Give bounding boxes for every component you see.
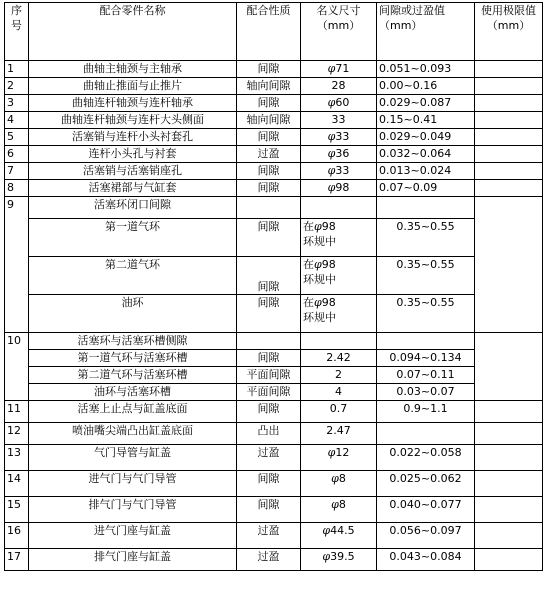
table-row [5,61,543,78]
row-no: 8 [5,180,29,197]
header-no: 序号 [5,3,29,61]
table-row [5,423,543,445]
diameter-symbol: φ [331,498,339,511]
diameter-symbol: φ [327,181,336,194]
clearance-value [377,197,475,219]
row-no: 9 [5,197,29,333]
row-no: 13 [5,445,29,471]
clearance-value: 0.029~0.049 [377,129,475,146]
part-name: 第一道气环 [29,219,237,257]
fit-nature [237,333,301,350]
row-no: 12 [5,423,29,445]
clearance-value: 0.15~0.41 [377,112,475,129]
table-row [5,471,543,497]
diameter-symbol: φ [327,96,336,109]
clearance-value: 0.07~0.09 [377,180,475,197]
table-row [5,95,543,112]
part-name: 进气门与气门导管 [29,471,237,497]
diameter-symbol: φ [331,472,339,485]
part-name: 活塞上止点与缸盖底面 [29,401,237,423]
table-subrow [5,367,543,384]
part-name: 油环与活塞环槽 [29,384,237,401]
clearance-value: 0.040~0.077 [377,497,475,523]
header-row [5,3,543,61]
part-name: 排气门与气门导管 [29,497,237,523]
clearance-value: 0.056~0.097 [377,523,475,549]
fit-nature: 间隙 [237,471,301,497]
diameter-symbol: φ [322,550,331,563]
diameter-symbol: φ [327,164,336,177]
diameter-symbol: φ [314,258,322,271]
table-subrow [5,384,543,401]
part-name: 活塞裙部与气缸套 [29,180,237,197]
nominal-size [301,146,377,163]
clearance-value [377,333,475,350]
table-row [5,180,543,197]
row-no: 1 [5,61,29,78]
diameter-symbol: φ [314,296,322,309]
size-value: 33 [335,164,350,177]
part-name: 连杆小头孔与衬套 [29,146,237,163]
size-value: 36 [335,147,350,160]
table-row [5,163,543,180]
header-limit: 使用极限值（mm） [475,3,543,61]
size-value: 44.5 [330,524,355,537]
size-value: 98 [321,220,336,233]
fit-nature: 过盈 [237,549,301,571]
size-value: 98 [335,181,350,194]
part-name: 活塞销与活塞销座孔 [29,163,237,180]
nominal-size: 2.42 [301,350,377,367]
limit-value [475,61,543,78]
row-no: 6 [5,146,29,163]
row-no: 14 [5,471,29,497]
limit-value [475,146,543,163]
nominal-size: 33 [301,112,377,129]
table-row [5,523,543,549]
fit-nature: 间隙 [237,129,301,146]
fit-nature: 平面间隙 [237,384,301,401]
clearance-value: 0.022~0.058 [377,445,475,471]
size-suffix-text: 环规中 [303,235,336,248]
limit-value [475,333,543,401]
diameter-symbol: φ [327,446,336,459]
clearance-value: 0.043~0.084 [377,549,475,571]
row-no: 4 [5,112,29,129]
nominal-size [301,95,377,112]
limit-value [475,163,543,180]
part-name: 活塞销与连杆小头衬套孔 [29,129,237,146]
fit-nature: 过盈 [237,445,301,471]
table-subrow [5,350,543,367]
size-value: 98 [321,258,336,271]
size-value: 39.5 [330,550,355,563]
nominal-size [301,163,377,180]
fit-nature: 间隙 [237,180,301,197]
nominal-size [301,523,377,549]
table-subrow [5,295,543,333]
nominal-size [301,549,377,571]
clearance-value: 0.35~0.55 [377,257,475,295]
clearance-value: 0.07~0.11 [377,367,475,384]
part-name: 第二道气环与活塞环槽 [29,367,237,384]
part-name: 油环 [29,295,237,333]
diameter-symbol: φ [327,62,336,75]
table-row [5,78,543,95]
fit-clearance-table [4,2,543,571]
limit-value [475,401,543,423]
fit-nature: 过盈 [237,523,301,549]
size-value: 98 [321,296,336,309]
clearance-value: 0.029~0.087 [377,95,475,112]
size-prefix-text: 在 [303,258,314,271]
limit-value [475,549,543,571]
nominal-size: 28 [301,78,377,95]
fit-nature [237,197,301,219]
row-no: 11 [5,401,29,423]
fit-nature: 间隙 [237,257,301,295]
clearance-value: 0.9~1.1 [377,401,475,423]
limit-value [475,497,543,523]
nominal-size [301,129,377,146]
header-part: 配合零件名称 [29,3,237,61]
part-name: 曲轴连杆轴颈与连杆轴承 [29,95,237,112]
table-row [5,112,543,129]
nominal-size: 0.7 [301,401,377,423]
nominal-size [301,180,377,197]
size-suffix-text: 环规中 [303,311,336,324]
fit-nature: 间隙 [237,350,301,367]
table-row [5,146,543,163]
row-no: 15 [5,497,29,523]
nominal-size [301,295,377,333]
fit-nature: 间隙 [237,219,301,257]
clearance-value: 0.094~0.134 [377,350,475,367]
table-row [5,333,543,350]
part-name: 曲轴止推面与止推片 [29,78,237,95]
diameter-symbol: φ [327,130,336,143]
limit-value [475,197,543,333]
row-no: 7 [5,163,29,180]
fit-nature: 过盈 [237,146,301,163]
part-name: 第二道气环 [29,257,237,295]
size-prefix-text: 在 [303,220,314,233]
header-clearance: 间隙或过盈值（mm） [377,3,475,61]
limit-value [475,180,543,197]
nominal-size [301,197,377,219]
part-name: 曲轴连杆轴颈与连杆大头侧面 [29,112,237,129]
part-name: 活塞环闭口间隙 [29,197,237,219]
fit-nature: 轴向间隙 [237,78,301,95]
size-value: 60 [335,96,350,109]
nominal-size: 2 [301,367,377,384]
diameter-symbol: φ [314,220,322,233]
limit-value [475,445,543,471]
header-nature: 配合性质 [237,3,301,61]
nominal-size [301,497,377,523]
limit-value [475,129,543,146]
nominal-size [301,257,377,295]
clearance-value: 0.032~0.064 [377,146,475,163]
limit-value [475,95,543,112]
part-name: 进气门座与缸盖 [29,523,237,549]
header-size: 名义尺寸（mm） [301,3,377,61]
clearance-value: 0.051~0.093 [377,61,475,78]
clearance-value [377,423,475,445]
part-name: 喷油嘴尖端凸出缸盖底面 [29,423,237,445]
clearance-value: 0.025~0.062 [377,471,475,497]
nominal-size [301,471,377,497]
clearance-value: 0.03~0.07 [377,384,475,401]
limit-value [475,471,543,497]
limit-value [475,112,543,129]
part-name: 活塞环与活塞环槽侧隙 [29,333,237,350]
fit-nature: 间隙 [237,61,301,78]
fit-nature: 间隙 [237,95,301,112]
nominal-size [301,219,377,257]
diameter-symbol: φ [327,147,336,160]
size-value: 33 [335,130,350,143]
size-value: 71 [335,62,350,75]
size-suffix-text: 环规中 [303,273,336,286]
clearance-value: 0.35~0.55 [377,295,475,333]
part-name: 排气门座与缸盖 [29,549,237,571]
row-no: 3 [5,95,29,112]
table-subrow [5,219,543,257]
row-no: 10 [5,333,29,401]
table-row [5,497,543,523]
fit-nature: 间隙 [237,401,301,423]
limit-value [475,523,543,549]
clearance-value: 0.00~0.16 [377,78,475,95]
row-no: 17 [5,549,29,571]
fit-nature: 平面间隙 [237,367,301,384]
part-name: 气门导管与缸盖 [29,445,237,471]
table-subrow [5,257,543,295]
table-row [5,549,543,571]
clearance-value: 0.35~0.55 [377,219,475,257]
clearance-value: 0.013~0.024 [377,163,475,180]
size-value: 12 [335,446,350,459]
nominal-size [301,445,377,471]
fit-nature: 凸出 [237,423,301,445]
fit-nature: 轴向间隙 [237,112,301,129]
table-row [5,197,543,219]
fit-nature: 间隙 [237,163,301,180]
size-prefix-text: 在 [303,296,314,309]
nominal-size: 2.47 [301,423,377,445]
nominal-size [301,333,377,350]
row-no: 16 [5,523,29,549]
table-row [5,401,543,423]
limit-value [475,78,543,95]
size-value: 8 [338,498,346,511]
row-no: 5 [5,129,29,146]
nominal-size: 4 [301,384,377,401]
part-name: 曲轴主轴颈与主轴承 [29,61,237,78]
nominal-size [301,61,377,78]
fit-nature: 间隙 [237,497,301,523]
size-value: 8 [338,472,346,485]
fit-nature: 间隙 [237,295,301,333]
limit-value [475,423,543,445]
diameter-symbol: φ [322,524,331,537]
row-no: 2 [5,78,29,95]
table-row [5,129,543,146]
part-name: 第一道气环与活塞环槽 [29,350,237,367]
table-row [5,445,543,471]
